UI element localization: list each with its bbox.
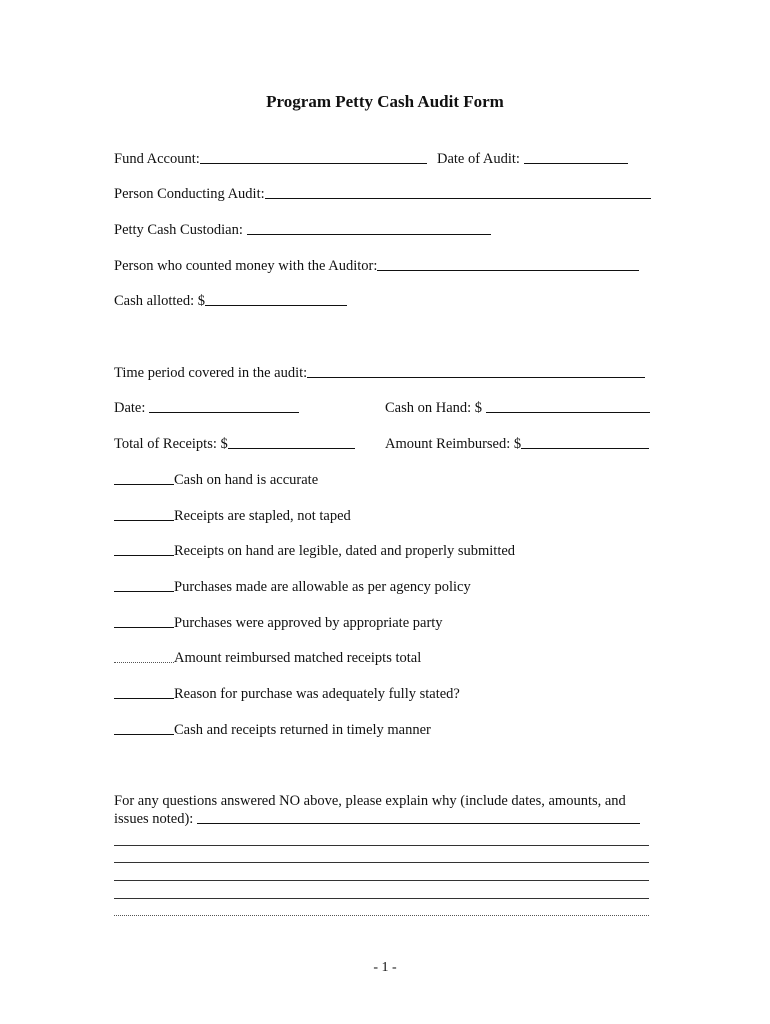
checklist-item [114, 721, 431, 739]
checklist-blank[interactable] [114, 471, 174, 485]
checklist-blank[interactable] [114, 685, 174, 699]
checklist-item [114, 614, 443, 632]
checklist-item [114, 542, 515, 560]
total-receipts-label: Total of Receipts: $ [114, 436, 228, 452]
total-receipts-row [114, 435, 355, 453]
checklist-blank[interactable] [114, 542, 174, 556]
checklist-item [114, 471, 318, 489]
person-counted-field[interactable] [377, 257, 639, 271]
time-period-field[interactable] [307, 364, 645, 378]
checklist-label: Purchases were approved by appropriate party [174, 615, 443, 631]
date-field[interactable] [149, 399, 299, 413]
person-conducting-field[interactable] [265, 185, 651, 199]
checklist-item [114, 507, 351, 525]
person-conducting-row [114, 185, 651, 203]
checklist-label: Cash on hand is accurate [174, 472, 319, 488]
explanation-line[interactable] [114, 880, 649, 881]
time-period-label: Time period covered in the audit: [114, 365, 308, 381]
checklist-blank[interactable] [114, 578, 174, 592]
explanation-field[interactable] [197, 810, 640, 824]
page-number: - 1 - [373, 960, 397, 975]
fund-account-label: Fund Account: [114, 151, 200, 167]
cash-on-hand-label: Cash on Hand: $ [385, 400, 483, 416]
amount-reimbursed-field[interactable] [521, 435, 649, 449]
person-counted-row [114, 257, 639, 275]
amount-reimbursed-row [385, 435, 649, 453]
checklist-blank[interactable] [114, 649, 174, 663]
checklist-item [114, 685, 460, 703]
explanation-prompt: For any questions answered NO above, please explain why (include dates, amounts, and [114, 793, 626, 809]
checklist-item [114, 578, 471, 596]
cash-on-hand-field[interactable] [486, 399, 650, 413]
cash-allotted-field[interactable] [205, 292, 347, 306]
custodian-field[interactable] [247, 221, 491, 235]
fund-account-field[interactable] [200, 150, 427, 164]
explanation-line[interactable] [114, 845, 649, 846]
explanation-line[interactable] [114, 898, 649, 899]
cash-allotted-label: Cash allotted: $ [114, 293, 206, 309]
custodian-label: Petty Cash Custodian: [114, 222, 243, 238]
checklist-label: Cash and receipts returned in timely manner [174, 722, 431, 738]
checklist-label: Receipts on hand are legible, dated and properly submitted [174, 543, 516, 559]
date-of-audit-field[interactable] [524, 150, 628, 164]
date-label: Date: [114, 400, 146, 416]
checklist-blank[interactable] [114, 614, 174, 628]
checklist-label: Purchases made are allowable as per agency policy [174, 579, 471, 595]
fund-account-row [114, 150, 427, 168]
date-of-audit-row [437, 150, 628, 168]
time-period-row [114, 364, 645, 382]
explanation-label: issues noted): [114, 811, 194, 827]
checklist-blank[interactable] [114, 721, 174, 735]
person-conducting-label: Person Conducting Audit: [114, 186, 265, 202]
amount-reimbursed-label: Amount Reimbursed: $ [385, 436, 522, 452]
checklist-label: Amount reimbursed matched receipts total [174, 650, 422, 666]
checklist-item [114, 649, 421, 667]
date-row [114, 399, 299, 417]
cash-on-hand-row [385, 399, 650, 417]
form-title: Program Petty Cash Audit Form [266, 92, 504, 111]
explanation-row [114, 810, 640, 828]
cash-allotted-row [114, 292, 347, 310]
total-receipts-field[interactable] [228, 435, 355, 449]
checklist-blank[interactable] [114, 507, 174, 521]
checklist-label: Receipts are stapled, not taped [174, 508, 351, 524]
custodian-row [114, 221, 491, 239]
person-counted-label: Person who counted money with the Auditor: [114, 258, 378, 274]
checklist-label: Reason for purchase was adequately fully stated? [174, 686, 460, 702]
explanation-line[interactable] [114, 915, 649, 916]
explanation-line[interactable] [114, 862, 649, 863]
date-of-audit-label: Date of Audit: [437, 151, 520, 167]
